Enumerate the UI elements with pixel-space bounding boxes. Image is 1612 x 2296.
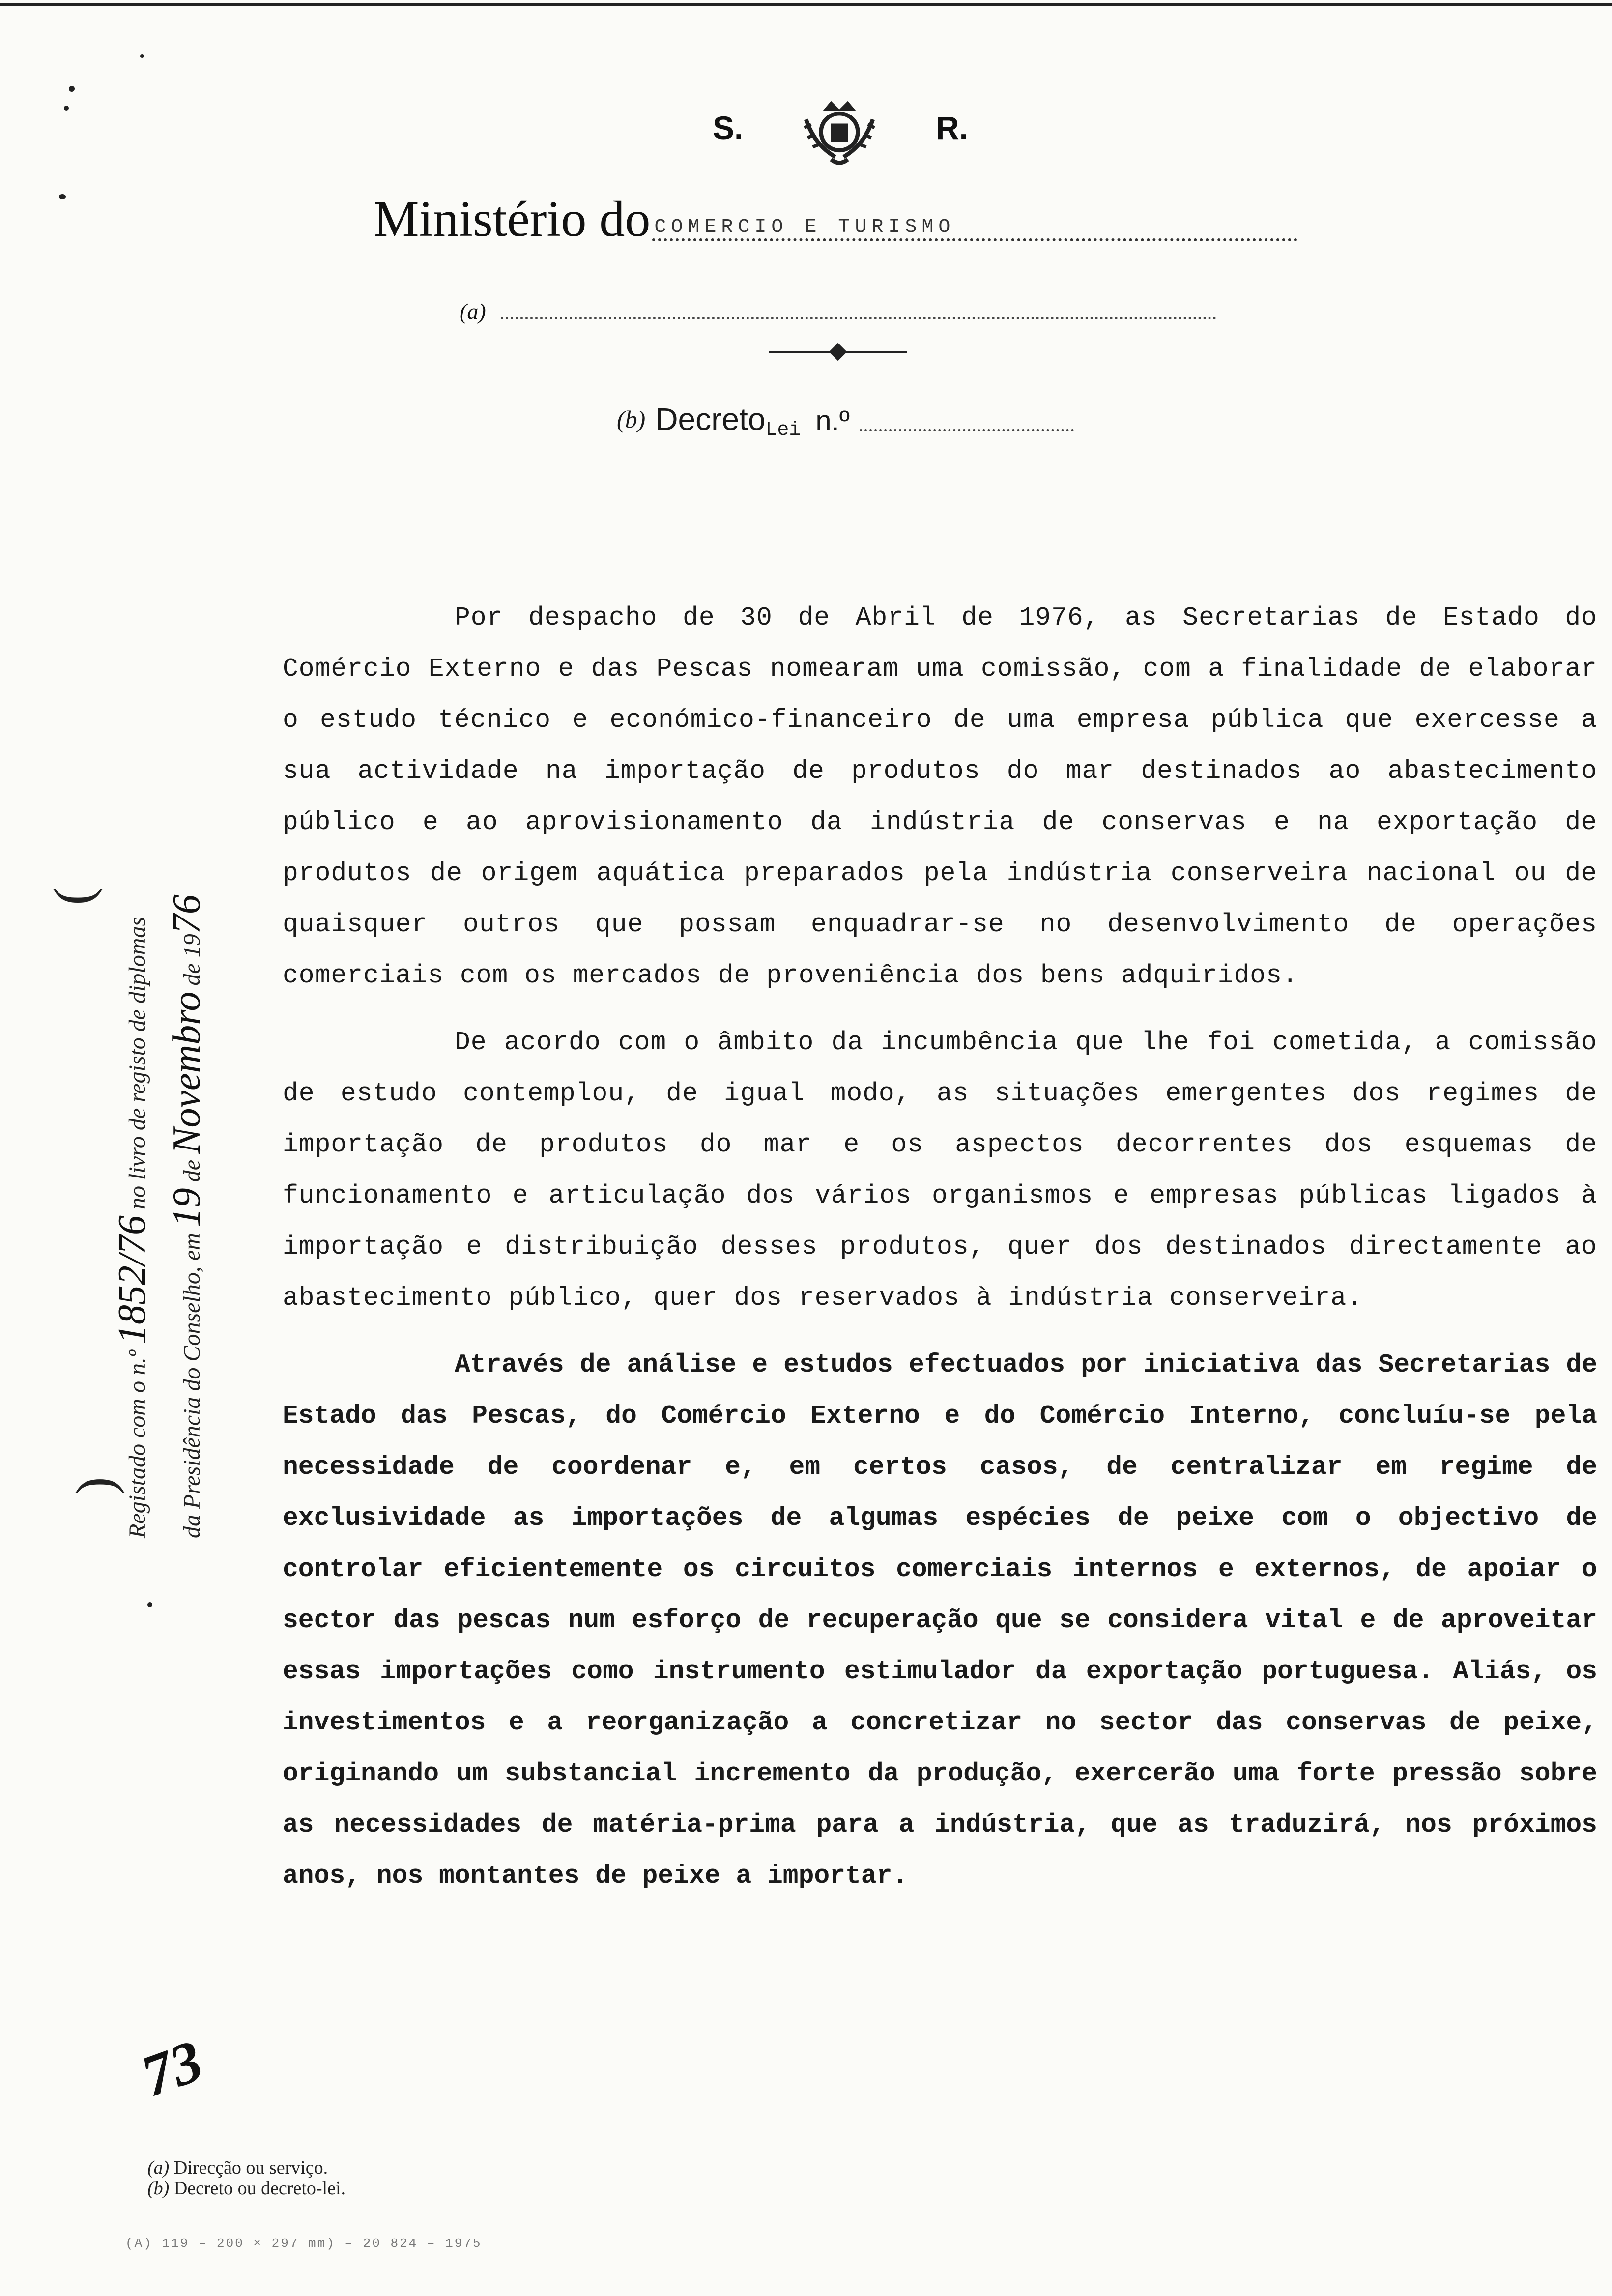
scan-speck	[147, 1602, 152, 1607]
letterhead-right-letter: R.	[935, 110, 968, 146]
footnote-b: (b) Decreto ou decreto-lei.	[147, 2178, 346, 2199]
paragraph-3: Através de análise e estudos efectuados por iniciativa das Secretarias de Estado das Pescas, do Comércio Externo e do Comércio Interno, concluíu-se pela necessidade de coordenar e, em certos casos, de centralizar em regime de exclusividade as importações de algumas espécies de peixe com o objectivo de controlar eficientemente os circuitos comerciais internos e externos, de apoiar o sector das pescas num esforço de recuperação que se considera vital e de aproveitar essas importações como instrumento estimulador da exportação portuguesa. Aliás, os investimentos e a reorganização a concretizar no sector das conservas de peixe, originando um substancial incremento da produção, exercerão uma forte pressão sobre as necessidades de matéria-prima para a indústria, que as traduzirá, nos próximos anos, nos montantes de peixe a importar.	[283, 1350, 1597, 1891]
registration-day: 19	[165, 1188, 208, 1228]
decree-number-label: n.º	[815, 405, 850, 437]
paragraph-1: Por despacho de 30 de Abril de 1976, as Secretarias de Estado do Comércio Externo e das Pescas nomearam uma comissão, com a finalidade de elaborar o estudo técnico e económico-financeiro de uma empresa pública que exercesse a sua actividade na importação de produtos do mar destinados ao abastecimento público e ao aprovisionamento da indústria de conservas e na exportação de produtos de origem aquática preparados pela indústria conserveira nacional ou de quaisquer outros que possam enquadrar-se no desenvolvimento de operações comerciais com os mercados de proveniência dos bens adquiridos.	[283, 603, 1597, 990]
letterhead	[713, 86, 968, 170]
printer-imprint: (A) 119 – 200 × 297 mm) – 20 824 – 1975	[125, 2236, 482, 2251]
divider-diamond-icon	[829, 343, 847, 361]
decree-marker: (b)	[617, 405, 646, 433]
ministry-value: COMERCIO E TURISMO	[652, 214, 1297, 241]
scan-speck	[59, 194, 66, 199]
ministry-line	[374, 189, 1297, 248]
registration-number: 1852/76	[111, 1215, 154, 1345]
decree-body	[283, 592, 1597, 1917]
decree-line	[617, 388, 1074, 441]
registration-line-2: da Presidência do Conselho, em 19 de Novembro de 1976	[165, 894, 208, 1538]
decree-label: Decreto	[655, 402, 766, 437]
coat-of-arms-icon	[798, 86, 881, 170]
ministry-label: Ministério do	[374, 191, 651, 247]
registration-margin-note	[98, 595, 226, 1538]
registration-month: Novembro	[165, 991, 208, 1154]
scan-speck	[140, 54, 144, 58]
margin-bracket-top: (	[42, 887, 103, 905]
direction-marker: (a)	[460, 299, 486, 324]
registration-year: 76	[165, 894, 208, 934]
margin-bracket-bottom: )	[64, 1477, 125, 1495]
paragraph-2: De acordo com o âmbito da incumbência que lhe foi cometida, a comissão de estudo contemplou, de igual modo, as situações emergentes dos regimes de importação de produtos do mar e os aspectos decorrentes dos esquemas de funcionamento e articulação dos vários organismos e empresas públicas ligados à importação e distribuição desses produtos, quer dos destinados directamente ao abastecimento público, quer dos reservados à indústria conserveira.	[283, 1028, 1597, 1313]
decree-number-field	[860, 429, 1074, 431]
footnote-a: (a) Direcção ou serviço.	[147, 2157, 328, 2178]
direction-dotted-field	[501, 317, 1216, 319]
top-border-line	[0, 3, 1612, 6]
registration-line-1: Registado com o n.º 1852/76 no livro de registo de diplomas	[111, 917, 154, 1538]
decree-suffix: Lei	[765, 419, 801, 441]
handwritten-page-mark: 73	[133, 2027, 211, 2109]
letterhead-left-letter: S.	[713, 110, 744, 146]
scan-speck	[69, 86, 75, 92]
registration-text	[108, 595, 217, 1538]
footnotes	[147, 2157, 345, 2199]
direction-line	[460, 290, 1216, 324]
scan-speck	[64, 106, 69, 111]
